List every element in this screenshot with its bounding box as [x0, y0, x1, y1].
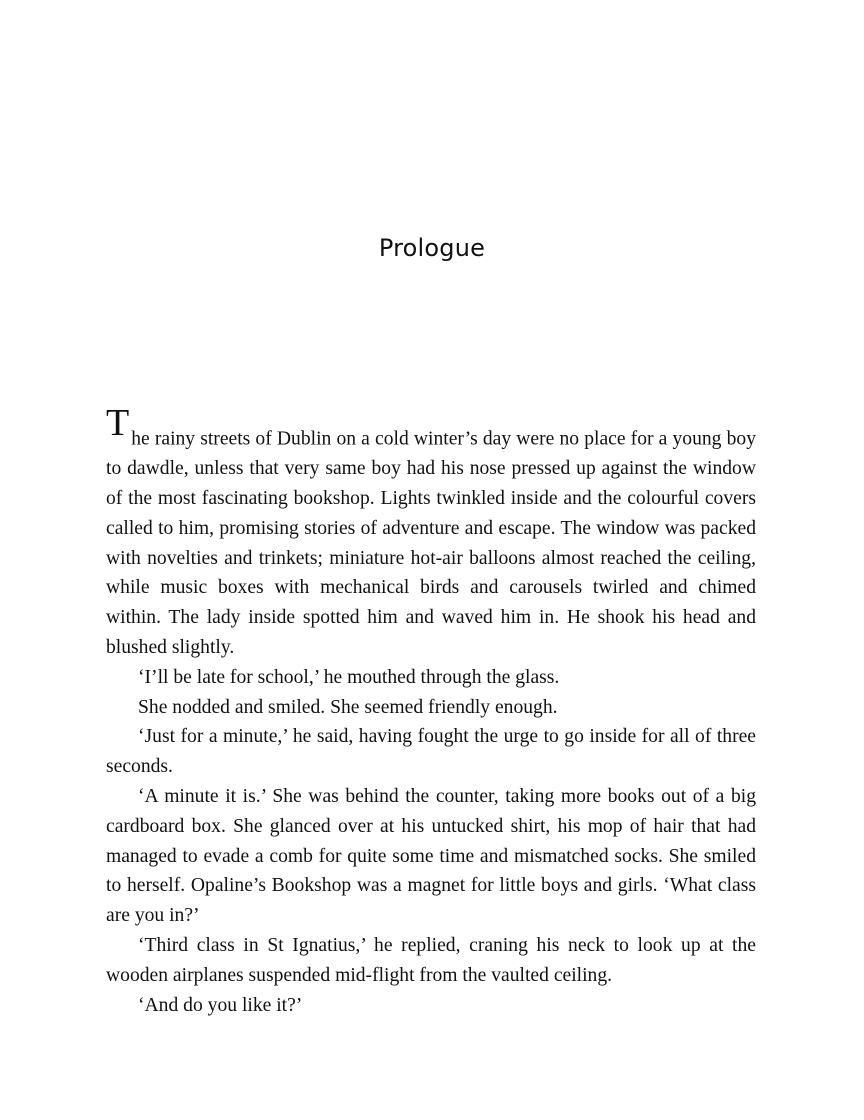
paragraph-2: ‘I’ll be late for school,’ he mouthed through the glass.: [138, 666, 560, 688]
paragraph-1-text: he rainy streets of Dublin on a cold winter’s day were no place for a young boy to dawdle, unless that very same boy had his nose pressed up against the window of the most fascinating bookshop. Lights twinkled inside and the colourful covers called to him, promising stories of adventure and escape. The window was packed with novelties and trinkets; miniature hot-air balloons almost reached the ceiling, while music boxes with mechanical birds and carousels twirled and chimed within. The lady inside spotted him and waved him in. He shook his head and blushed slightly.: [106, 428, 756, 659]
paragraph-7: ‘And do you like it?’: [138, 994, 303, 1016]
chapter-title: Prologue: [378, 234, 486, 262]
body-text: [106, 404, 756, 1020]
paragraph-5: ‘A minute it is.’ She was behind the counter, taking more books out of a big cardboard box. She glanced over at his untucked shirt, his mop of hair that had managed to evade a comb for quite some time and mismatched socks. She smiled to herself. Opaline’s Bookshop was a magnet for little boys and girls. ‘What class are you in?’: [106, 786, 756, 927]
paragraph-6: ‘Third class in St Ignatius,’ he replied, craning his neck to look up at the wooden airplanes suspended mid-flight from the vaulted ceiling.: [106, 935, 756, 986]
paragraph-1: [106, 404, 756, 663]
paragraph-4: ‘Just for a minute,’ he said, having fought the urge to go inside for all of three seconds.: [106, 726, 756, 778]
drop-cap: T: [106, 402, 130, 444]
paragraph-3: She nodded and smiled. She seemed friendly enough.: [138, 696, 558, 718]
